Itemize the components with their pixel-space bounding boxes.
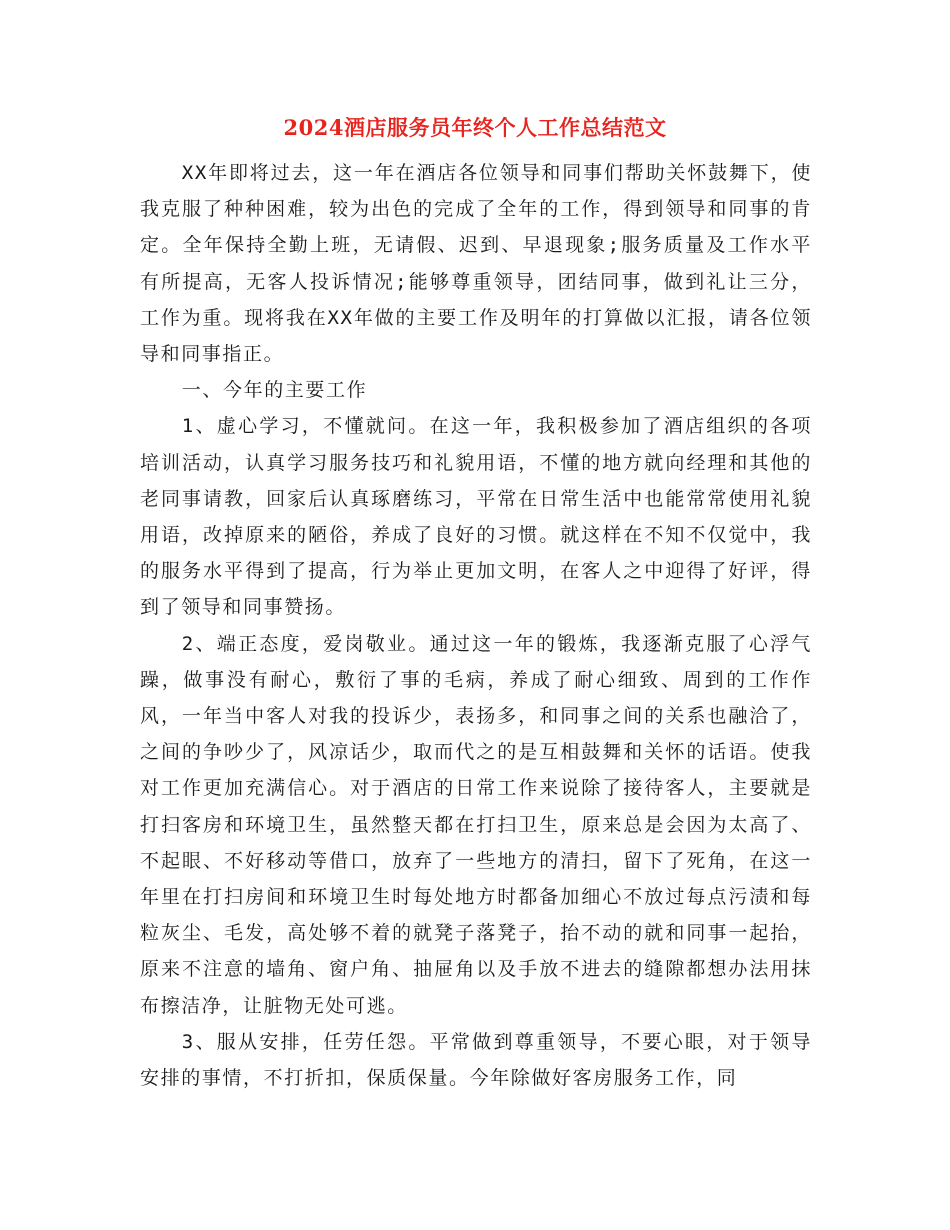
paragraph-intro: XX年即将过去，这一年在酒店各位领导和同事们帮助关怀鼓舞下，使我克服了种种困难，较为出色的完成了全年的工作，得到领导和同事的肯定。全年保持全勤上班，无请假、迟到、早退现象;服务质量及工作水平有所提高，无客人投诉情况;能够尊重领导，团结同事，做到礼让三分，工作为重。现将我在XX年做的主要工作及明年的打算做以汇报，请各位领导和同事指正。 [140, 162, 812, 366]
document-body [140, 155, 812, 1096]
paragraph-item-2: 2、端正态度，爱岗敬业。通过这一年的锻炼，我逐渐克服了心浮气躁，做事没有耐心，敷衍了事的毛病，养成了耐心细致、周到的工作作风，一年当中客人对我的投诉少，表扬多，和同事之间的关系也融洽了，之间的争吵少了，风凉话少，取而代之的是互相鼓舞和关怀的话语。使我对工作更加充满信心。对于酒店的日常工作来说除了接待客人，主要就是打扫客房和环境卫生，虽然整天都在打扫卫生，原来总是会因为太高了、不起眼、不好移动等借口，放弃了一些地方的清扫，留下了死角，在这一年里在打扫房间和环境卫生时每处地方时都备加细心不放过每点污渍和每粒灰尘、毛发，高处够不着的就凳子落凳子，抬不动的就和同事一起抬，原来不注意的墙角、窗户角、抽屉角以及手放不进去的缝隙都想办法用抹布擦洁净，让脏物无处可逃。 [140, 632, 812, 1017]
paragraph-item-3: 3、服从安排，任劳任怨。平常做到尊重领导，不要心眼，对于领导安排的事情，不打折扣，保质保量。今年除做好客房服务工作，同 [140, 1030, 812, 1090]
section-heading-main-work: 一、今年的主要工作 [181, 379, 368, 402]
document-title: 2024酒店服务员年终个人工作总结范文 [283, 115, 667, 140]
paragraph-item-1: 1、虚心学习，不懂就问。在这一年，我积极参加了酒店组织的各项培训活动，认真学习服务技巧和礼貌用语，不懂的地方就向经理和其他的老同事请教，回家后认真琢磨练习，平常在日常生活中也能常常使用礼貌用语，改掉原来的陋俗，养成了良好的习惯。就这样在不知不仅觉中，我的服务水平得到了提高，行为举止更加文明，在客人之中迎得了好评，得到了领导和同事赞扬。 [140, 415, 812, 619]
